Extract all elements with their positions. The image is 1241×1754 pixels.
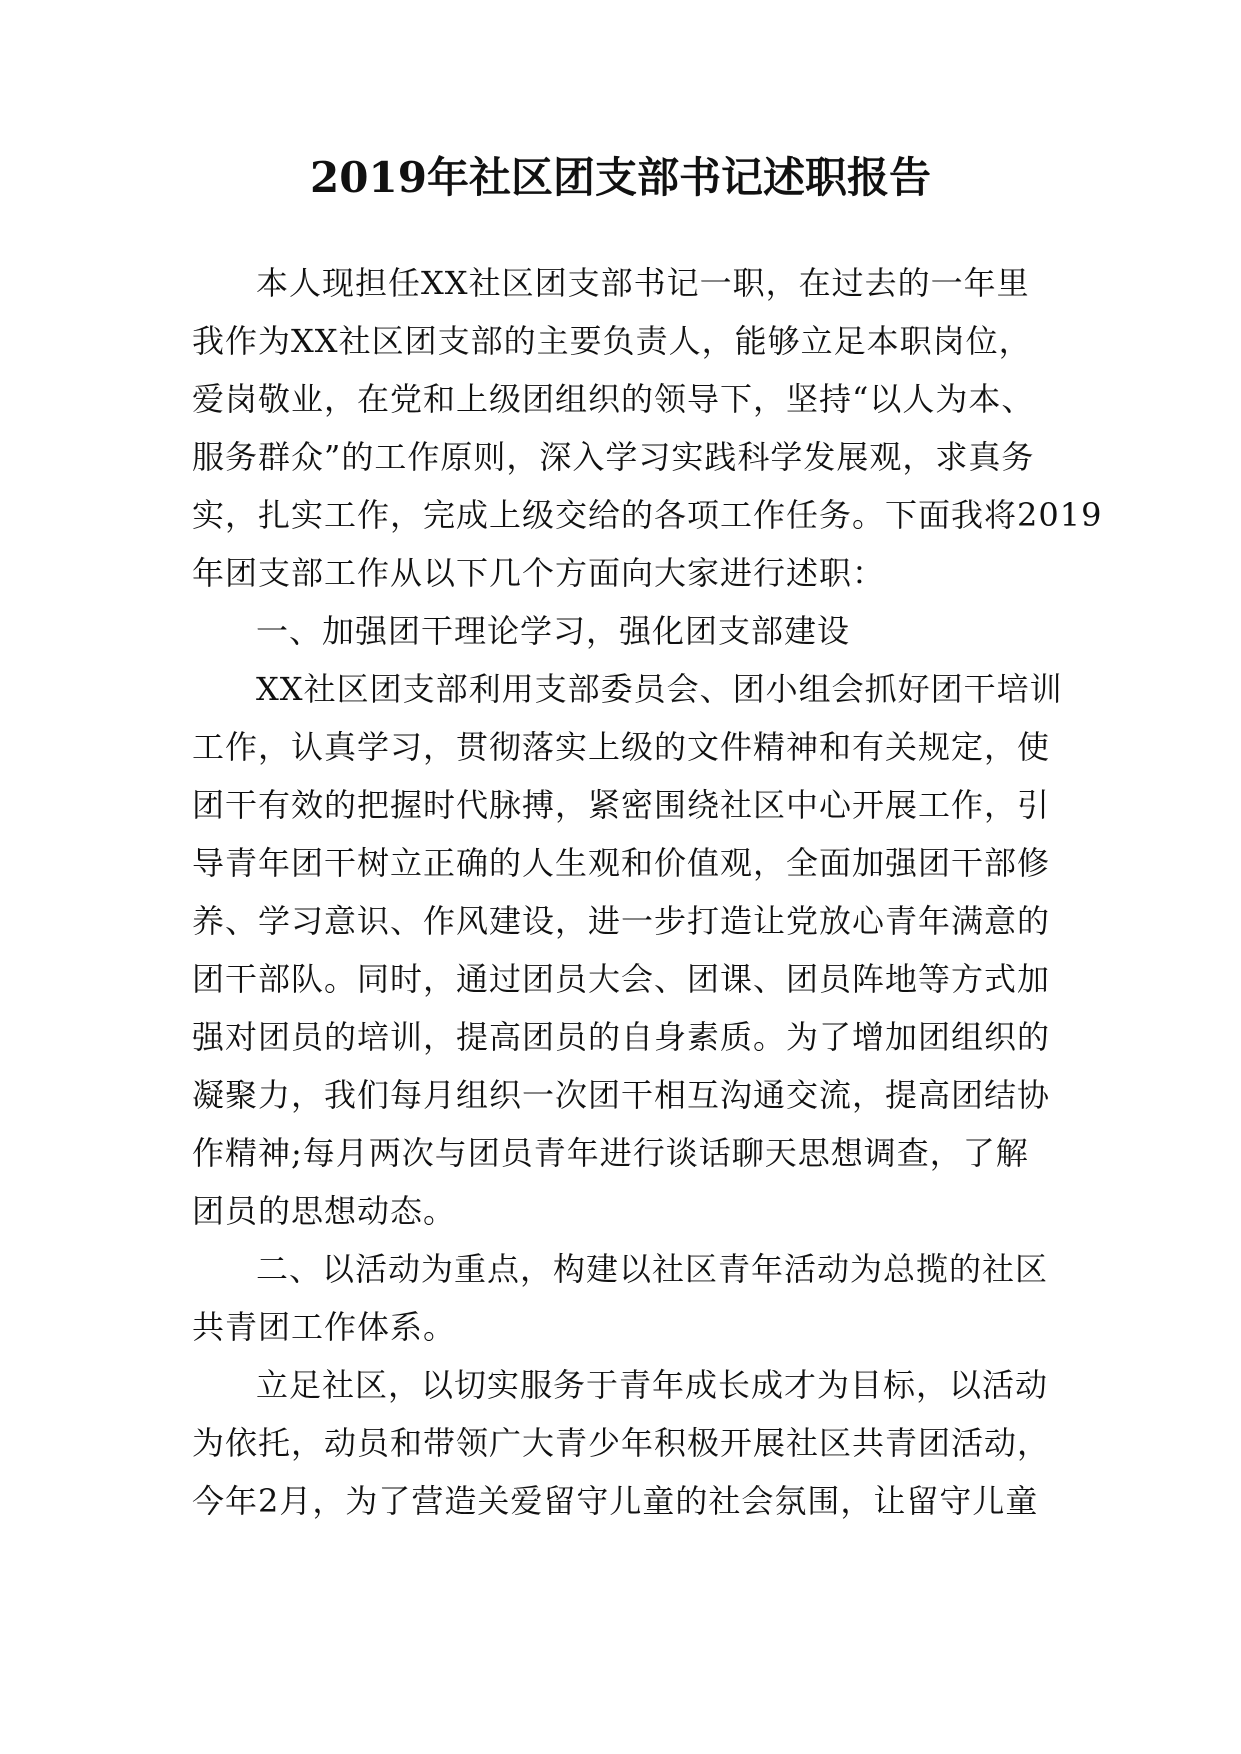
body-line: 一、加强团干理论学习，强化团支部建设: [256, 612, 851, 650]
body-line: 凝聚力，我们每月组织一次团干相互沟通交流，提高团结协: [192, 1076, 1051, 1114]
body-line: 养、学习意识、作风建设，进一步打造让党放心青年满意的: [192, 902, 1051, 940]
body-line: XX社区团支部利用支部委员会、团小组会抓好团干培训: [256, 670, 1063, 708]
body-line: 共青团工作体系。: [192, 1308, 457, 1346]
body-line: 为依托，动员和带领广大青少年积极开展社区共青团活动，: [192, 1424, 1051, 1462]
body-line: 服务群众”的工作原则，深入学习实践科学发展观，求真务: [192, 438, 1035, 476]
body-line: 强对团员的培训，提高团员的自身素质。为了增加团组织的: [192, 1018, 1051, 1056]
document-body: [192, 254, 1103, 1530]
body-line: 二、以活动为重点，构建以社区青年活动为总揽的社区: [256, 1250, 1049, 1288]
body-line: 工作，认真学习，贯彻落实上级的文件精神和有关规定，使: [192, 728, 1051, 766]
body-line: 实，扎实工作，完成上级交给的各项工作任务。下面我将2019: [192, 496, 1103, 534]
body-line: 立足社区，以切实服务于青年成长成才为目标，以活动: [256, 1366, 1049, 1404]
body-line: 团干部队。同时，通过团员大会、团课、团员阵地等方式加: [192, 960, 1051, 998]
document-title: 2019年社区团支部书记述职报告: [310, 153, 931, 202]
body-line: 作精神;每月两次与团员青年进行谈话聊天思想调查，了解: [192, 1134, 1029, 1172]
body-line: 今年2月，为了营造关爱留守儿童的社会氛围，让留守儿童: [192, 1482, 1039, 1520]
body-line: 本人现担任XX社区团支部书记一职，在过去的一年里: [256, 264, 1030, 302]
body-line: 团干有效的把握时代脉搏，紧密围绕社区中心开展工作，引: [192, 786, 1051, 824]
body-line: 爱岗敬业，在党和上级团组织的领导下，坚持“以人为本、: [192, 380, 1035, 418]
body-line: 导青年团干树立正确的人生观和价值观，全面加强团干部修: [192, 844, 1051, 882]
body-line: 团员的思想动态。: [192, 1192, 457, 1230]
body-line: 年团支部工作从以下几个方面向大家进行述职：: [192, 554, 886, 592]
body-line: 我作为XX社区团支部的主要负责人，能够立足本职岗位，: [192, 322, 1032, 360]
